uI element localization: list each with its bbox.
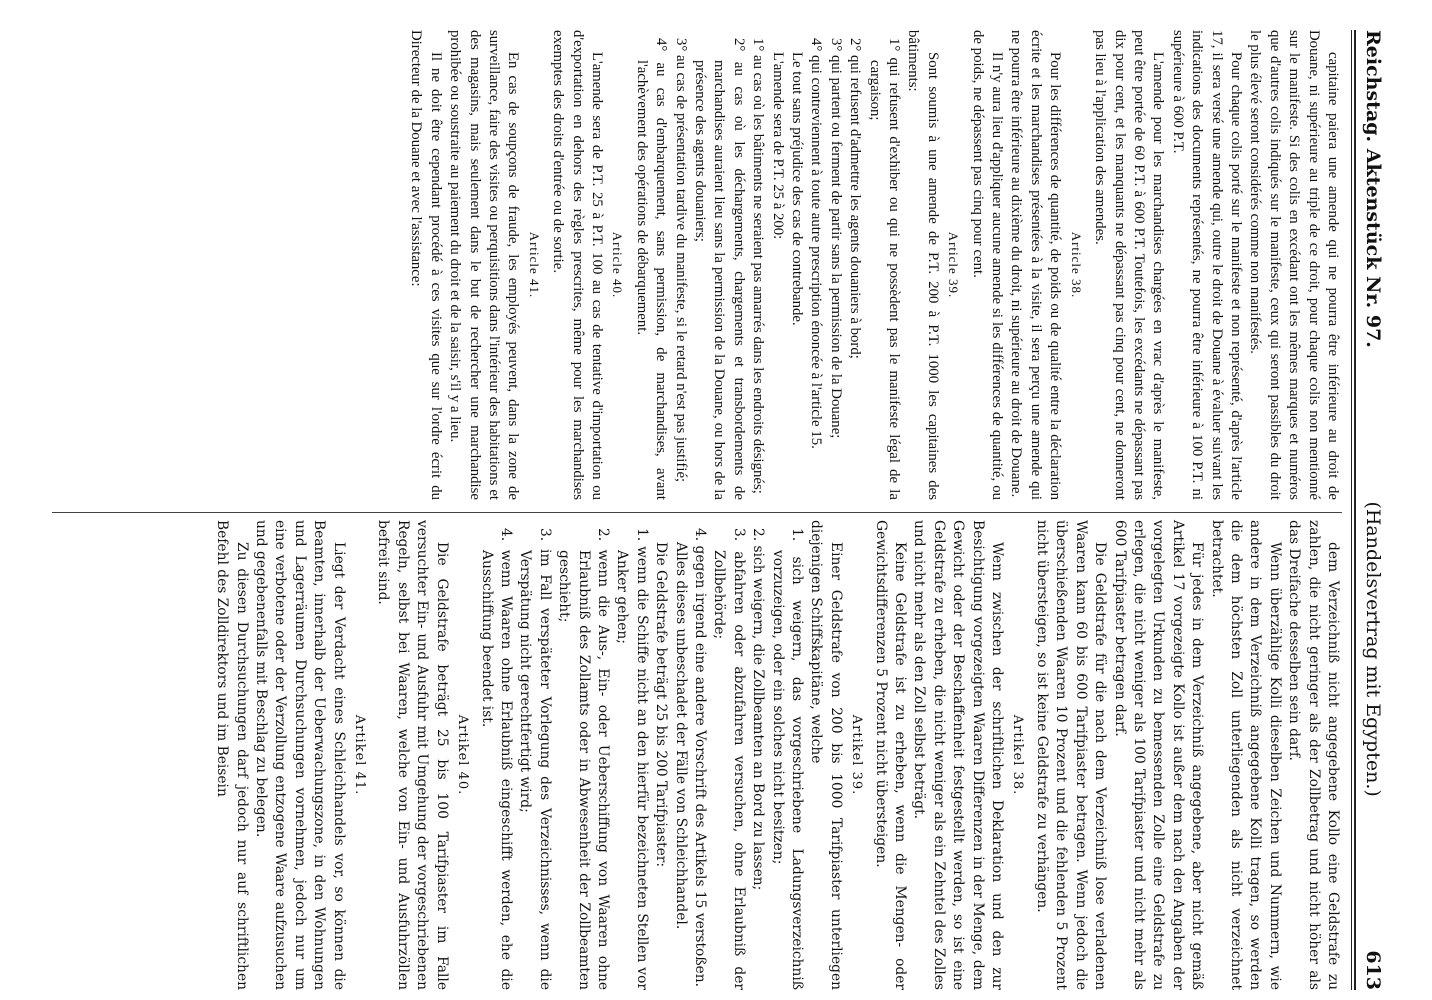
paragraph: Einer Geldstrafe von 200 bis 1000 Tarifpiaster unterliegen diejenigen Schiffskapitäne, welche [808,520,844,990]
list-item: 2° qui refusent d'admettre les agents douaniers à bord; [847,38,864,359]
list-item: 3° qui partent ou ferment de partir sans la permission de la Douane; [827,38,844,439]
list-item: 2° au cas où les déchargements, chargements et transbordements de marchandises auraient lieu sans la permission de la Douane, ou hors de la présence des agents douaniers; [692,38,747,500]
article-heading: Article 41. [526,231,542,299]
paragraph: Für jedes in dem Verzeichniß angegebene, aber nicht gemäß Artikel 17 vorgezeigte Kollo ist außer dem nach den Angaben der vorgelegten Urkunden zu bemessenden Zolle eine Geldstrafe zu erlegen, die nicht weniger als 100 Tarifpiaster und nicht mehr als 600 Tarifpiaster betragen darf. [1111,520,1206,990]
german-column [212,520,1342,990]
paragraph: Zu diesen Durchsuchungen darf jedoch nur auf schriftlichen Befehl des Zolldirektors und im Beisein [214,520,250,990]
page-header [1362,30,1402,990]
article-heading: Article 40. [610,231,626,299]
paragraph: L'amende pour les marchandises chargées en vrac d'après le manifeste, peut être portée de 60 P.T. à 600 P.T. Toutefois, les excédants ne dépassant pas dix pour cent, et les manquants ne dépassant pas cinq pour cent, ne donneront pas lieu à l'application des amendes. [1092,30,1167,500]
article-heading: Artikel 40. [455,714,471,796]
list-item: 3. abfahren oder abzufahren versuchen, ohne Erlaubniß der Zollbehörde; [711,528,747,990]
paragraph: Liegt der Verdacht eines Schleichhandels vor, so können die Beamten, innerhalb der Ueberwachungszone, in den Wohnungen und Lagerräumen Durchsuchungen vornehmen, jedoch nur um eine verbotene oder der Verzollung entzogene Waare aufzusuchen und gegebenenfalls mit Beschlag zu belegen. [253,520,347,990]
paragraph: Le tout sans préjudice des cas de contrebande. [789,52,806,326]
paragraph: Wenn zwischen der schriftlichen Deklaration und den zur Besichtigung vorgezeigten Waaren Differenzen in der Menge, dem Gewicht oder der Beschaffenheit festgestellt werden, so ist eine Geldstrafe zu erheben, die nicht weniger als ein Zehntel des Zolles und nicht mehr als den Zoll selbst beträgt. [911,520,1006,990]
list-item: 4. wenn Waaren ohne Erlaubniß eingeschifft werden, ehe die Ausschiffung beendet ist. [478,528,514,990]
list-item: 3° au cas de présentation tardive du manifeste, si le retard n'est pas justifié; [672,38,689,483]
paragraph: Il n'y aura lieu d'appliquer aucune amende si les différences de quantité, ou de poids, ne dépassent pas cinq pour cent. [969,30,1006,500]
list-item: 4° au cas d'embarquement, sans permission, de marchandises, avant l'achèvement des opérations de débarquement. [633,38,670,500]
article-heading: Article 39. [946,231,962,299]
article-heading: Artikel 41. [352,714,368,796]
header-center: (Handelsvertrag mit Egypten.) [1362,501,1384,797]
paragraph: Keine Geldstrafe ist zu erheben, wenn die Mengen- oder Gewichtsdifferenzen 5 Prozent nicht übersteigen. [872,520,909,990]
paragraph: Il ne doit être cependant procédé à ces visites que sur l'ordre écrit du Directeur de la Douane et avec l'assistance: [408,30,444,500]
article-heading: Artikel 39. [849,714,865,796]
paragraph: Die Geldstrafe beträgt 25 bis 200 Tarifpiaster: [653,542,670,868]
article-heading: Artikel 38. [1010,714,1026,796]
paragraph: Wenn überzählige Kolli dieselben Zeichen und Nummern, wie andere in dem Verzeichniß angegebene Kolli tragen, so werden die dem höchsten Zoll unterliegenden als nicht verzeichnet betrachtet. [1208,520,1283,990]
article-heading: Article 38. [1068,231,1084,299]
paragraph: Alles dieses unbeschadet der Fälle von Schleichhandel. [672,542,689,930]
list-item: 2. wenn die Aus-, Ein- oder Ueberschiffung von Waaren ohne Erlaubniß des Zollamts oder in Abwesenheit der Zollbeamten geschieht; [556,528,611,990]
paragraph: dem Verzeichniß nicht angegebene Kollo eine Geldstrafe zu zahlen, die nicht geringer als der Zollbetrag und nicht höher als das Dreifache desselben sein darf. [1286,520,1341,990]
list-item: 1° au cas où les bâtiments ne seraient pas amarrés dans les endroits désignés; [750,38,767,494]
paragraph: En cas de soupçons de fraude, les employés peuvent, dans la zone de surveillance, faire des visites ou perquisitions dans l'intérieur des habitations et des magasins, mais seulement dans le but de rechercher une marchandise prohibée ou soustraite au paiement du droit et de la saisir, s'il y a lieu. [447,30,522,500]
french-column [406,30,1342,500]
page-number: 613 [1362,950,1384,990]
list-item: 4° qui contreviennent à toute autre prescription énoncée à l'article 15. [808,38,825,449]
paragraph: Die Geldstrafe beträgt 25 bis 100 Tarifpiaster im Falle versuchter Ein- und Ausfuhr mit Umgehung der vorgeschriebenen Regeln, selbst bei Waaren, welche von Ein- und Ausfuhrzöllen befreit sind. [375,520,450,990]
paragraph: Sont soumis à une amende de P.T. 200 à P.T. 1000 les capitaines des bâtiments: [905,30,941,500]
header-left: Reichstag. Aktenstück Nr. 97. [1362,30,1384,348]
paragraph: Die Geldstrafe für die nach dem Verzeichniß lose verladenen Waaren kann 60 bis 600 Tarifpiaster betragen. Wenn jedoch die überschießenden Waaren 10 Prozent und die fehlenden 5 Prozent nicht übersteigen, so ist keine Geldstrafe zu verhängen. [1033,520,1109,990]
list-item: 2. sich weigern, die Zollbeamten an Bord zu lassen; [750,528,767,891]
list-item: 4. gegen irgend eine andere Vorschrift des Artikels 15 verstoßen. [692,528,708,987]
paragraph: Pour les différences de quantité, de poids ou de qualité entre la déclaration écrite et les marchandises présentées à la visite, il sera perçu une amende qui ne pourra être inférieure au dixième du droit, ni supérieure au droit de Douane. [1008,30,1064,500]
header-rule-thin [1351,30,1352,990]
list-item: 1. wenn die Schiffe nicht an den hierfür bezeichneten Stellen vor Anker gehen; [614,528,650,990]
paragraph: L'amende sera de P.T. 25 à P.T. 100 au cas de tentative d'importation ou d'exportation en dehors des règles prescrites, même pour les marchandises exemptes des droits d'entrée ou de sortie. [550,30,605,500]
paragraph: capitaine paiera une amende qui ne pourra être inférieure au droit de Douane, ni supérieure au triple de ce droit, pour chaque colis non mentionné sur le manifeste. Si des colis en excédant ont les mêmes marques et numéros que d'autres colis indiqués sur le manifeste, ceux qui seront passibles du droit le plus élevé seront considérés comme non manifestés. [1247,30,1341,500]
header-rule [1354,30,1356,990]
list-item: 1° qui refusent d'exhiber ou qui ne possèdent pas le manifeste légal de la cargaison; [866,38,903,500]
column-separator [52,512,1342,513]
list-item: 1. sich weigern, das vorgeschriebene Ladungsverzeichniß vorzuzeigen, oder ein solches nicht besitzen; [769,528,806,990]
paragraph: L'amende sera de P.T. 25 à 200: [769,52,786,240]
page-content [7,30,1402,990]
list-item: 3. im Fall verspäteter Vorlegung des Verzeichnisses, wenn die Verspätung nicht gerechtfertigt wird; [517,528,553,990]
paragraph: Pour chaque colis porté sur le manifeste et non représenté, d'après l'article 17, il sera versé une amende qui, outre le droit de Douane à évaluer suivant les indications des documents représentés, ne pourra être inférieure à 100 P.T. ni supérieure à 600 P.T. [1169,30,1244,500]
